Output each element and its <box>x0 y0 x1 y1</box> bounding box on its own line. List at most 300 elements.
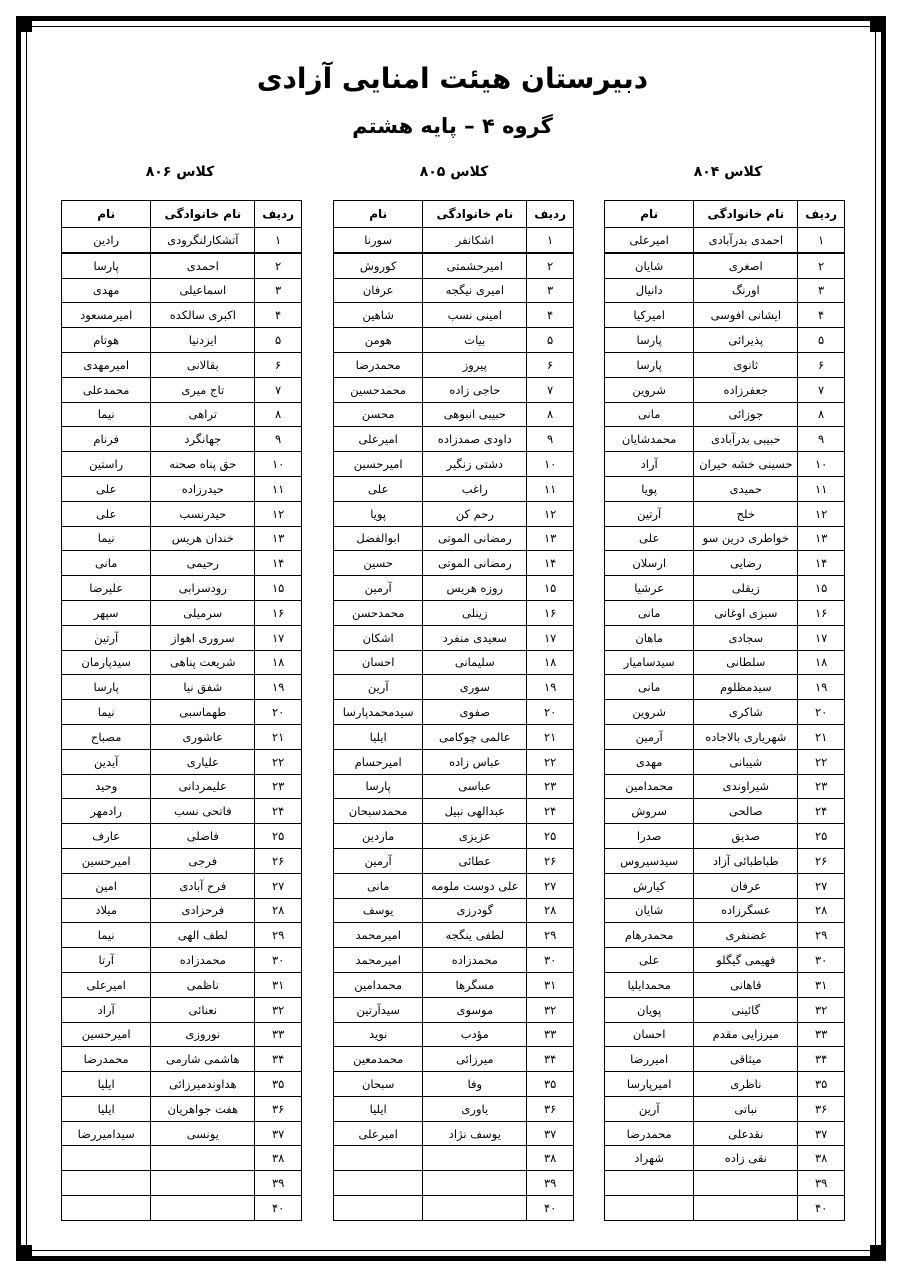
cell-row-number: ۲۷ <box>798 873 845 898</box>
cell-first-name: پارسا <box>605 328 694 353</box>
cell-first-name <box>334 1146 423 1171</box>
cell-first-name: مهدی <box>605 749 694 774</box>
cell-family-name: دشتی زنگیر <box>423 452 527 477</box>
cell-row-number: ۱۶ <box>255 600 302 625</box>
class-806-title: کلاس ۸۰۶ <box>145 164 215 180</box>
table-row <box>334 848 574 873</box>
cell-row-number: ۲۲ <box>798 749 845 774</box>
cell-row-number: ۲۵ <box>798 824 845 849</box>
cell-family-name: اورنگ <box>694 278 798 303</box>
cell-family-name: فهیمی گیگلو <box>694 948 798 973</box>
cell-first-name: محمدعلی <box>62 377 151 402</box>
cell-row-number: ۲۳ <box>527 774 574 799</box>
cell-row-number: ۳۵ <box>527 1072 574 1097</box>
cell-first-name: امین <box>62 873 151 898</box>
cell-first-name: امیرحسین <box>62 848 151 873</box>
cell-row-number: ۳۰ <box>527 948 574 973</box>
cell-family-name: علیاری <box>151 749 255 774</box>
table-row <box>605 476 845 501</box>
cell-family-name: قاهانی <box>694 972 798 997</box>
cell-first-name <box>62 1171 151 1196</box>
cell-family-name: وفا <box>423 1072 527 1097</box>
cell-family-name: ایزدنیا <box>151 328 255 353</box>
table-header-row <box>62 201 302 228</box>
table-row <box>334 1047 574 1072</box>
table-row <box>62 1096 302 1121</box>
table-row <box>605 675 845 700</box>
cell-first-name <box>334 1196 423 1221</box>
table-row <box>605 600 845 625</box>
table-row <box>334 972 574 997</box>
cell-family-name: نقدعلی <box>694 1121 798 1146</box>
cell-family-name: عسگرزاده <box>694 898 798 923</box>
cell-first-name <box>334 1171 423 1196</box>
table-row <box>334 749 574 774</box>
cell-row-number: ۱۰ <box>798 452 845 477</box>
cell-first-name: محمدرهام <box>605 923 694 948</box>
table-row <box>334 352 574 377</box>
cell-family-name: عاشوری <box>151 724 255 749</box>
cell-first-name: دانیال <box>605 278 694 303</box>
cell-row-number: ۳۴ <box>527 1047 574 1072</box>
cell-first-name: پویان <box>605 997 694 1022</box>
table-row <box>334 625 574 650</box>
cell-row-number: ۱۰ <box>255 452 302 477</box>
cell-row-number: ۱۸ <box>798 650 845 675</box>
cell-family-name: لطفی ینگجه <box>423 923 527 948</box>
class-805-table <box>333 200 574 1221</box>
col-header-family-name: نام خانوادگی <box>423 201 527 228</box>
cell-first-name: محمدامین <box>334 972 423 997</box>
cell-family-name: صفوی <box>423 700 527 725</box>
cell-first-name: راستین <box>62 452 151 477</box>
table-row <box>62 948 302 973</box>
cell-family-name: موسوی <box>423 997 527 1022</box>
table-row <box>62 551 302 576</box>
cell-row-number: ۱ <box>255 228 302 253</box>
cell-row-number: ۱۱ <box>527 476 574 501</box>
cell-first-name: امیرعلی <box>334 427 423 452</box>
cell-first-name: حسین <box>334 551 423 576</box>
cell-row-number: ۹ <box>798 427 845 452</box>
cell-row-number: ۷ <box>798 377 845 402</box>
cell-row-number: ۸ <box>255 402 302 427</box>
cell-family-name: شفق نیا <box>151 675 255 700</box>
table-row <box>62 1072 302 1097</box>
cell-first-name: آرین <box>605 1096 694 1121</box>
cell-family-name: رودسرابی <box>151 576 255 601</box>
cell-row-number: ۳۴ <box>798 1047 845 1072</box>
cell-family-name: زینلی <box>423 600 527 625</box>
cell-family-name: فرح آبادی <box>151 873 255 898</box>
cell-family-name: حبیبی بدرآبادی <box>694 427 798 452</box>
cell-first-name: سروش <box>605 799 694 824</box>
cell-row-number: ۲۲ <box>527 749 574 774</box>
cell-row-number: ۵ <box>255 328 302 353</box>
table-row <box>605 352 845 377</box>
cell-family-name: عزیزی <box>423 824 527 849</box>
table-row <box>334 328 574 353</box>
cell-family-name: سبزی اوغانی <box>694 600 798 625</box>
cell-family-name: حمیدی <box>694 476 798 501</box>
cell-first-name: مانی <box>605 600 694 625</box>
cell-row-number: ۱۹ <box>527 675 574 700</box>
cell-row-number: ۴ <box>255 303 302 328</box>
class-804-table <box>604 200 845 1221</box>
table-row <box>334 873 574 898</box>
table-row <box>334 452 574 477</box>
cell-first-name: نیما <box>62 700 151 725</box>
cell-family-name: اکبری سالکده <box>151 303 255 328</box>
cell-first-name: ایلیا <box>62 1072 151 1097</box>
col-header-row-number: ردیف <box>798 201 845 228</box>
cell-row-number: ۱۷ <box>255 625 302 650</box>
cell-family-name: ثانوی <box>694 352 798 377</box>
table-row <box>334 501 574 526</box>
table-row <box>62 848 302 873</box>
cell-first-name: احسان <box>334 650 423 675</box>
cell-row-number: ۳۹ <box>798 1171 845 1196</box>
cell-family-name: داودی صمدزاده <box>423 427 527 452</box>
cell-first-name: یوسف <box>334 898 423 923</box>
cell-family-name: حق پناه صحنه <box>151 452 255 477</box>
table-row <box>334 1171 574 1196</box>
cell-row-number: ۳۳ <box>798 1022 845 1047</box>
table-row <box>62 476 302 501</box>
cell-family-name <box>423 1171 527 1196</box>
table-row <box>334 898 574 923</box>
cell-row-number: ۲۵ <box>255 824 302 849</box>
cell-row-number: ۲۱ <box>798 724 845 749</box>
table-row <box>334 278 574 303</box>
cell-row-number: ۱۴ <box>798 551 845 576</box>
cell-family-name: میرزایی مقدم <box>694 1022 798 1047</box>
cell-first-name: صدرا <box>605 824 694 849</box>
cell-family-name: امیری نیگجه <box>423 278 527 303</box>
cell-family-name: سوری <box>423 675 527 700</box>
cell-family-name: بقالانی <box>151 352 255 377</box>
cell-first-name: مانی <box>605 402 694 427</box>
cell-first-name: عرشیا <box>605 576 694 601</box>
table-row <box>334 1196 574 1221</box>
cell-first-name: ابوالفضل <box>334 526 423 551</box>
table-row <box>605 650 845 675</box>
cell-first-name: علی <box>605 526 694 551</box>
cell-first-name: ایلیا <box>334 724 423 749</box>
cell-row-number: ۲۳ <box>798 774 845 799</box>
cell-first-name: شروین <box>605 700 694 725</box>
cell-first-name: آرین <box>334 675 423 700</box>
cell-row-number: ۲۰ <box>527 700 574 725</box>
cell-first-name: پارسا <box>334 774 423 799</box>
cell-first-name: شایان <box>605 253 694 278</box>
cell-family-name: جوزائی <box>694 402 798 427</box>
table-row <box>334 576 574 601</box>
table-row <box>62 278 302 303</box>
cell-first-name: پویا <box>605 476 694 501</box>
cell-row-number: ۱۱ <box>255 476 302 501</box>
table-row <box>605 749 845 774</box>
cell-family-name: محمدزاده <box>423 948 527 973</box>
cell-first-name: محمدسبحان <box>334 799 423 824</box>
cell-row-number: ۳۳ <box>255 1022 302 1047</box>
cell-family-name: فاتحی نسب <box>151 799 255 824</box>
cell-family-name: اشکانفر <box>423 228 527 253</box>
table-row <box>334 253 574 278</box>
cell-first-name: امیرمهدی <box>62 352 151 377</box>
cell-row-number: ۱۲ <box>798 501 845 526</box>
cell-first-name: امیرمسعود <box>62 303 151 328</box>
cell-row-number: ۶ <box>798 352 845 377</box>
cell-first-name: امیرکیا <box>605 303 694 328</box>
cell-row-number: ۲۵ <box>527 824 574 849</box>
cell-first-name: نوید <box>334 1022 423 1047</box>
table-row <box>62 1121 302 1146</box>
class-805-title: کلاس ۸۰۵ <box>419 164 489 180</box>
cell-row-number: ۱۶ <box>527 600 574 625</box>
cell-family-name: زیقلی <box>694 576 798 601</box>
table-row <box>62 774 302 799</box>
frame-corner <box>16 16 32 32</box>
cell-family-name: نعنائی <box>151 997 255 1022</box>
cell-first-name: سپهر <box>62 600 151 625</box>
cell-row-number: ۱۹ <box>255 675 302 700</box>
table-row <box>62 452 302 477</box>
cell-row-number: ۳۰ <box>255 948 302 973</box>
cell-row-number: ۱۷ <box>798 625 845 650</box>
cell-family-name: خلج <box>694 501 798 526</box>
cell-row-number: ۱۴ <box>527 551 574 576</box>
cell-family-name: علی دوست ملومه <box>423 873 527 898</box>
cell-first-name: سیدسامیار <box>605 650 694 675</box>
cell-row-number: ۳۰ <box>798 948 845 973</box>
cell-row-number: ۹ <box>527 427 574 452</box>
cell-family-name: امینی نسب <box>423 303 527 328</box>
cell-row-number: ۳۳ <box>527 1022 574 1047</box>
cell-row-number: ۱۲ <box>527 501 574 526</box>
table-row <box>334 1022 574 1047</box>
table-row <box>605 774 845 799</box>
cell-first-name: محمدرضا <box>334 352 423 377</box>
cell-first-name: نیما <box>62 402 151 427</box>
cell-first-name: علیرضا <box>62 576 151 601</box>
cell-family-name: بیات <box>423 328 527 353</box>
table-row <box>62 228 302 253</box>
cell-family-name: احمدی بدرآبادی <box>694 228 798 253</box>
cell-row-number: ۲۴ <box>798 799 845 824</box>
cell-first-name: سیدمحمدپارسا <box>334 700 423 725</box>
table-row <box>605 972 845 997</box>
cell-row-number: ۱۵ <box>255 576 302 601</box>
table-row <box>62 352 302 377</box>
table-row <box>605 1196 845 1221</box>
table-row <box>334 650 574 675</box>
cell-row-number: ۸ <box>527 402 574 427</box>
cell-first-name: امیرپارسا <box>605 1072 694 1097</box>
cell-row-number: ۳۱ <box>255 972 302 997</box>
cell-first-name: کوروش <box>334 253 423 278</box>
table-row <box>62 923 302 948</box>
cell-first-name: شایان <box>605 898 694 923</box>
cell-first-name: نیما <box>62 526 151 551</box>
cell-row-number: ۳۹ <box>527 1171 574 1196</box>
cell-row-number: ۵ <box>527 328 574 353</box>
cell-first-name: علی <box>62 476 151 501</box>
table-row <box>334 997 574 1022</box>
cell-first-name: هومن <box>334 328 423 353</box>
cell-family-name: روزه هریس <box>423 576 527 601</box>
cell-row-number: ۱۴ <box>255 551 302 576</box>
cell-row-number: ۲۸ <box>798 898 845 923</box>
cell-first-name: عارف <box>62 824 151 849</box>
table-row <box>62 303 302 328</box>
table-row <box>605 700 845 725</box>
cell-row-number: ۱۹ <box>798 675 845 700</box>
table-row <box>334 377 574 402</box>
table-row <box>62 724 302 749</box>
cell-first-name: امیرحسام <box>334 749 423 774</box>
cell-family-name: میرزائی <box>423 1047 527 1072</box>
table-row <box>62 972 302 997</box>
cell-first-name: امیرمحمد <box>334 923 423 948</box>
cell-row-number: ۱۸ <box>255 650 302 675</box>
cell-row-number: ۱۷ <box>527 625 574 650</box>
table-row <box>62 873 302 898</box>
table-row <box>605 1047 845 1072</box>
cell-family-name: جهانگرد <box>151 427 255 452</box>
cell-first-name: محمدامین <box>605 774 694 799</box>
table-row <box>62 1196 302 1221</box>
cell-first-name: شاهین <box>334 303 423 328</box>
table-row <box>605 526 845 551</box>
cell-first-name: نیما <box>62 923 151 948</box>
cell-first-name <box>605 1171 694 1196</box>
cell-row-number: ۲۷ <box>527 873 574 898</box>
cell-row-number: ۱۳ <box>798 526 845 551</box>
cell-row-number: ۱ <box>798 228 845 253</box>
cell-row-number: ۲۹ <box>798 923 845 948</box>
table-row <box>62 824 302 849</box>
cell-family-name: اصغری <box>694 253 798 278</box>
col-header-first-name: نام <box>605 201 694 228</box>
cell-row-number: ۲ <box>527 253 574 278</box>
table-row <box>605 501 845 526</box>
table-row <box>334 1121 574 1146</box>
table-row <box>62 749 302 774</box>
table-row <box>334 799 574 824</box>
cell-first-name: شروین <box>605 377 694 402</box>
cell-first-name: محمدرضا <box>605 1121 694 1146</box>
cell-family-name: سروری اهواز <box>151 625 255 650</box>
col-header-row-number: ردیف <box>527 201 574 228</box>
cell-first-name: آراد <box>605 452 694 477</box>
cell-row-number: ۲۸ <box>255 898 302 923</box>
cell-family-name: سیدمظلوم <box>694 675 798 700</box>
cell-row-number: ۱۳ <box>255 526 302 551</box>
cell-row-number: ۲۶ <box>255 848 302 873</box>
cell-row-number: ۲ <box>255 253 302 278</box>
table-row <box>605 1171 845 1196</box>
frame-corner <box>870 16 886 32</box>
cell-first-name: محمدرضا <box>62 1047 151 1072</box>
cell-family-name: صالحی <box>694 799 798 824</box>
cell-row-number: ۴۰ <box>255 1196 302 1221</box>
frame-corner <box>16 1245 32 1261</box>
cell-first-name: علی <box>334 476 423 501</box>
cell-first-name: آرمین <box>605 724 694 749</box>
table-row <box>605 551 845 576</box>
cell-row-number: ۳۷ <box>798 1121 845 1146</box>
cell-row-number: ۳۸ <box>798 1146 845 1171</box>
table-row <box>605 1121 845 1146</box>
table-row <box>605 948 845 973</box>
cell-family-name: عبدالهی نبیل <box>423 799 527 824</box>
cell-family-name: سرمیلی <box>151 600 255 625</box>
cell-row-number: ۹ <box>255 427 302 452</box>
cell-row-number: ۲۱ <box>527 724 574 749</box>
col-header-first-name: نام <box>62 201 151 228</box>
cell-first-name: اشکان <box>334 625 423 650</box>
cell-family-name: خواطری درین سو <box>694 526 798 551</box>
cell-row-number: ۲۹ <box>527 923 574 948</box>
cell-first-name: امیرحسین <box>334 452 423 477</box>
cell-first-name: رادمهر <box>62 799 151 824</box>
cell-row-number: ۲۰ <box>798 700 845 725</box>
table-row <box>62 650 302 675</box>
cell-family-name: رضایی <box>694 551 798 576</box>
cell-family-name: تاج میری <box>151 377 255 402</box>
cell-first-name: رادین <box>62 228 151 253</box>
cell-first-name: وحید <box>62 774 151 799</box>
cell-family-name: ناظری <box>694 1072 798 1097</box>
table-row <box>62 427 302 452</box>
table-row <box>605 898 845 923</box>
cell-row-number: ۳۱ <box>527 972 574 997</box>
cell-family-name: عطائی <box>423 848 527 873</box>
cell-first-name: امیرمحمد <box>334 948 423 973</box>
table-row <box>62 625 302 650</box>
cell-row-number: ۱۰ <box>527 452 574 477</box>
cell-family-name: طباطبائی آزاد <box>694 848 798 873</box>
cell-family-name <box>694 1196 798 1221</box>
cell-row-number: ۶ <box>527 352 574 377</box>
table-row <box>334 303 574 328</box>
table-row <box>62 799 302 824</box>
cell-first-name: مصباح <box>62 724 151 749</box>
cell-family-name: شیبانی <box>694 749 798 774</box>
cell-row-number: ۳ <box>798 278 845 303</box>
cell-row-number: ۳۹ <box>255 1171 302 1196</box>
cell-family-name <box>423 1196 527 1221</box>
cell-family-name: سعیدی منفرد <box>423 625 527 650</box>
table-row <box>334 1096 574 1121</box>
cell-family-name: گودرزی <box>423 898 527 923</box>
cell-family-name: فاضلی <box>151 824 255 849</box>
cell-first-name: مانی <box>605 675 694 700</box>
table-row <box>605 824 845 849</box>
cell-family-name: صدیق <box>694 824 798 849</box>
page-title: دبیرستان هیئت امنایی آزادی <box>256 62 649 95</box>
cell-family-name: فرجی <box>151 848 255 873</box>
cell-row-number: ۲۴ <box>255 799 302 824</box>
cell-first-name: پارسا <box>62 675 151 700</box>
cell-row-number: ۳۶ <box>527 1096 574 1121</box>
cell-row-number: ۲۱ <box>255 724 302 749</box>
cell-row-number: ۳ <box>255 278 302 303</box>
cell-family-name: ایشانی افوسی <box>694 303 798 328</box>
table-row <box>605 278 845 303</box>
cell-first-name: امیررضا <box>605 1047 694 1072</box>
